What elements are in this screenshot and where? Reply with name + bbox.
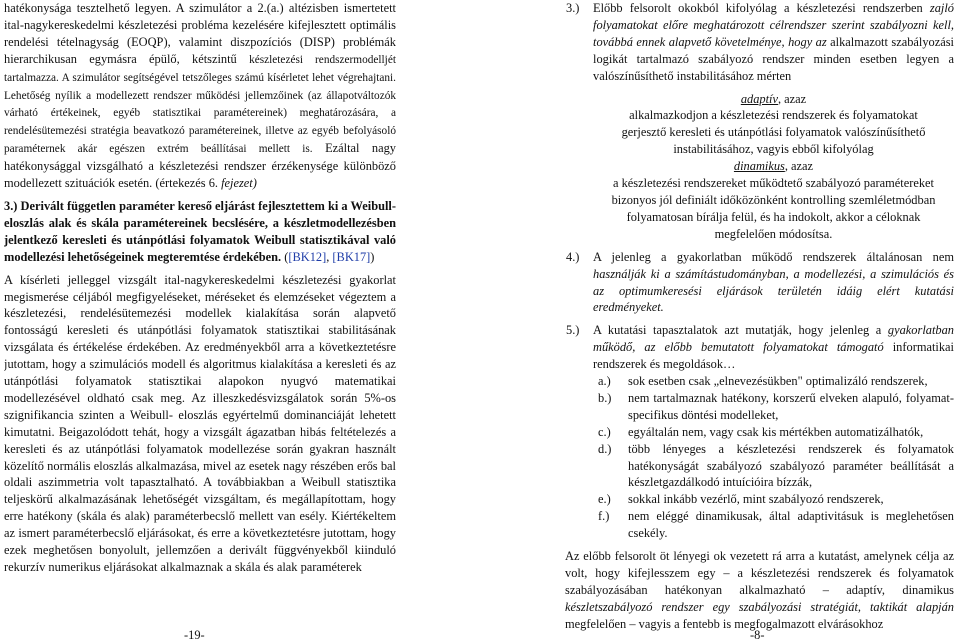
subitem-d-line-1: több lényeges a készletezési rendszerek és folyamatok	[628, 441, 954, 456]
subitem-d-line-2: hatékonyságát szabályozó szabályozó paraméter beállítását	[628, 458, 941, 473]
left-p1-line-10: befolyásoló paraméternek akár egészen extrém beállításai mellett is.	[4, 125, 396, 156]
adaptive-line-2: gerjesztő keresleti és utánpótlási folyamatok valószínűsíthető	[621, 125, 926, 140]
left-page	[4, 0, 396, 643]
left-p1-line-1: hatékonysága tesztelhető legyen. A szimulátor a 2.(a.) altézisben	[4, 1, 339, 15]
left-p1-line-12: érzékenysége különböző modellezett szituációk esetén. (értekezés 6.	[4, 159, 396, 191]
thesis-line-3: készletmodellezésben jelentkező keresleti és utánpótlási	[4, 215, 396, 247]
left-p1-line-2: ismertetett ital-nagykereskedelmi készletezési probléma kezelésére	[4, 1, 396, 32]
item-3-line-2: zajló folyamatokat előre meghatározott célrendszer szerint	[593, 1, 954, 32]
subitem-b-line-1: nem tartalmaznak hatékony, korszerű elveken alapuló,	[628, 390, 902, 405]
subitem-c-line-1: egyáltalán nem, vagy csak kis mértékben automatizálhatók,	[628, 424, 924, 439]
adaptive-term: adaptív	[740, 91, 778, 106]
item-3-line-4: alkalmazott szabályozási logikát tartalmazó szabályozó rendszer	[593, 34, 954, 66]
item-4	[566, 249, 954, 317]
subitem-d-line-3: a készletgazdálkodó intuícióira bízzák,	[628, 458, 954, 490]
left-p1-line-11: Ezáltal nagy hatékonysággal vizsgálható a készletezési rendszer	[4, 141, 396, 174]
item-5	[566, 322, 954, 373]
citation-bk12-link[interactable]: [BK12]	[288, 249, 327, 264]
closing-line-1: Az előbb felsorolt öt lényegi ok vezetett rá arra a kutatást, amelynek célja az	[565, 549, 954, 564]
item-4-line-4: kutatási eredményeket.	[593, 283, 954, 315]
subitem-a-line-1: sok esetben csak „elnevezésükben" optimalizáló	[628, 374, 868, 389]
adaptive-line-1: alkalmazkodjon a készletezési rendszerek és folyamatokat	[629, 108, 918, 123]
right-page-number: -8-	[750, 628, 765, 642]
left-p3-line-11: tehát, hogy a vizsgált ágazatban hibás feltételezés a keresleti és az	[4, 424, 396, 456]
subitem-e	[598, 491, 954, 508]
left-p3-line-12: utánpótlási folyamatok modellezése során gyakran használt közelítő	[4, 441, 396, 473]
dynamic-term: dinamikus	[733, 159, 785, 174]
subitem-f-line-1: nem eléggé dinamikusak, által adaptivitásuk is	[628, 509, 879, 524]
left-p3-line-20: numerikus eljárásokat alkalmaznak a skála és alak paraméterek	[48, 560, 362, 574]
left-p1-line-3: kifejlesztett optimális rendelési tételnagyság (EOQP), valamint	[4, 17, 396, 49]
left-p1-line-13: fejezet)	[221, 176, 257, 191]
subitem-e-label: e.)	[598, 492, 611, 507]
item-4-line-3: szimulációs és az optimumkeresési eljárások területén idáig elért	[593, 266, 954, 298]
right-page	[565, 0, 954, 643]
subitem-b-label: b.)	[598, 390, 612, 405]
item-3-line-1: Előbb felsorolt okokból kifolyólag a készletezési rendszerben	[593, 1, 923, 15]
dynamic-line-4: megfelelően módosítsa.	[714, 226, 833, 241]
left-p3-line-19: bonyolult, jellemzően a derivált függvényekből kiinduló rekurzív	[4, 543, 396, 574]
subitem-d	[598, 441, 954, 492]
subitem-f-label: f.)	[598, 509, 610, 524]
subitem-a-line-2: rendszerek,	[870, 374, 928, 389]
thesis-line-2: Weibull-eloszlás alak és skála paramétereinek becslésére, a	[4, 198, 396, 230]
subitem-b	[598, 390, 954, 424]
dynamic-line-3: folyamatosan bírálja felül, és ha indokolt, akkor a céloknak	[626, 209, 921, 224]
item-3-line-5: minden esetben legyen a valószínűsíthető instabilitásához mérten	[593, 51, 954, 83]
item-4-line-1: A jelenleg a gyakorlatban működő rendszerek általánosan nem	[593, 249, 954, 264]
subitem-c-label: c.)	[598, 424, 611, 439]
item-5-line-2: gyakorlatban működő, az előbb bemutatott folyamatokat támogató	[593, 323, 954, 355]
adaptive-block	[593, 91, 954, 243]
left-p3-line-6: a következtetésre jutottam, hogy a szimulációs modell és algoritmus	[4, 340, 396, 372]
left-paragraph-1	[4, 0, 396, 192]
subitem-a	[598, 373, 954, 390]
dynamic-suffix: , azaz	[784, 159, 814, 174]
left-p3-line-3: végeztem a készletezési, rendelésütemezési modellek kialakítása során	[4, 289, 396, 321]
left-p3-line-13: normális eloszlás alkalmazása, mivel az esetek nagy részében erős bal	[47, 458, 396, 473]
closing-line-5: megfelelően – vagyis a fentebb is megfogalmazott elvárásokhoz	[565, 616, 884, 631]
item-4-line-2: használják ki a számítástudományban, a modellezési, a	[593, 266, 877, 281]
dynamic-line-1: a készletezési rendszereket működtető szabályozó paramétereket	[613, 176, 934, 191]
subitem-e-line-1: sokkal inkább vezérlő, mint szabályozó rendszerek,	[628, 492, 884, 507]
left-p3-line-14: oldali aszimmetria volt tapasztalható. A továbbiakban a Weibull	[4, 475, 341, 490]
left-p1-line-7: modellezett rendszer működési jellemzőinek (az állapotváltozók várható	[4, 89, 396, 120]
left-p3-line-4: alapvető fontosságú keresleti és utánpótlási folyamatok statisztikai	[4, 306, 396, 338]
item-3-label: 3.)	[566, 1, 580, 15]
adaptive-line-3: instabilitásához, vagyis ebből kifolyólag	[673, 142, 874, 157]
left-p3-line-5: stabilitásának vizsgálata és értékelése érdekében. Az eredményekből arra	[4, 323, 396, 355]
right-closing-paragraph	[565, 548, 954, 633]
left-p3-line-16: megállapítottam, hogy erre hatékony (skála és alak) paraméterbecslő	[4, 492, 396, 524]
subitem-b-line-2: folyamat-specifikus döntési modelleket,	[628, 390, 954, 422]
left-p3-line-9: illeszkedésvizsgálatok során 5%-os szignifikancia szinten a Weibull-	[4, 390, 396, 422]
subitem-f	[598, 508, 954, 542]
thesis-line-1: 3.) Derivált független paraméter kereső eljárást fejlesztettem ki a	[4, 198, 348, 213]
left-p1-line-9: rendelésütemezési stratégia beavatkozó paramétereinek, illetve az egyéb	[4, 125, 339, 138]
subitem-f-line-2: meglehetősen csekély.	[628, 509, 954, 541]
thesis-line-4: folyamatok Weibull statisztikával való modellezési	[4, 232, 396, 264]
left-p3-line-15: statisztika teljeskörű alkalmazásának lehetőségét vizsgáltam, és	[4, 475, 396, 507]
item-5-line-3: informatikai rendszerek és megoldások…	[593, 340, 954, 372]
thesis-3-statement: 3.) Derivált független paraméter kereső eljárást fejlesztettem ki a Weibull-eloszlás alak és skála paramétereinek becslésére, a készletmodellezésben jelentkező keresleti és utánpótlási folyamatok Weibull statisztikával való modellezési lehetőségeinek megteremtése érdekében. ([BK12], [BK17])	[4, 198, 396, 264]
citation-bk17-link[interactable]: [BK17]	[332, 249, 371, 264]
left-p3-line-7: kialakítása a keresleti és az utánpótlási folyamatok statisztikai alapokon	[4, 357, 396, 389]
left-p3-line-18: eljárásokat, és erre a következtetésre jutottam, hogy ezek meghetősen	[4, 526, 396, 558]
left-p3-line-1: A kísérleti jelleggel vizsgált ital-nagykereskedelmi készletezési gyakorlat	[4, 272, 396, 287]
left-p3-line-8: nyugvó matematikai modellezésével oldható csak meg. Az	[4, 374, 396, 405]
closing-line-2: volt, hogy kifejlesszem egy – a készletezési rendszerek és folyamatok	[565, 566, 954, 580]
adaptive-suffix: , azaz	[777, 91, 807, 106]
item-4-label: 4.)	[566, 249, 580, 264]
closing-line-3: szabályozásában hatékonyan alkalmazható – adaptív, dinamikus	[565, 582, 954, 597]
thesis-line-5: lehetőségeinek megteremtése érdekében.	[67, 249, 282, 264]
item-5-label: 5.)	[566, 323, 580, 338]
left-p3-line-2: megismerése céljából megfigyeléseket, méréseket és elemzéseket	[4, 289, 335, 304]
left-p1-line-6: tetszőleges számú kísérletet lehet végrehajtani. Lehetőség nyílik a	[4, 71, 396, 102]
left-p3-line-10: eloszlás egyértelmű dominanciáját lehetett kimutatni. Beigazolódott	[4, 407, 396, 439]
subitem-c	[598, 424, 954, 441]
item-3	[566, 0, 954, 85]
dynamic-line-2: bizonyos jól definiált időközönként kontrolling szemléletmódban	[611, 192, 936, 207]
subitem-d-label: d.)	[598, 441, 612, 456]
left-p3-line-17: mellett van esély. Kiértékeltem az ismert paraméterbecslő	[4, 509, 396, 541]
left-paragraph-3	[4, 272, 396, 576]
closing-line-4: készletszabályozó rendszer egy szabályozási stratégiát, taktikát alapján	[565, 599, 954, 614]
left-p1-line-4: diszpozíciós (DISP) problémák hierarchikusan egymásra épülő, kétszintű	[4, 34, 396, 66]
left-page-number: -19-	[184, 628, 205, 642]
subitem-a-label: a.)	[598, 374, 611, 389]
item-3-line-3: szabályozni kell, továbbá ennek alapvető követelménye, hogy az	[593, 17, 954, 49]
item-5-line-1: A kutatási tapasztalatok azt mutatják, hogy jelenleg a	[593, 323, 882, 338]
left-p1-line-5: készletezési rendszermodelljét tartalmazza. A szimulátor segítségével	[4, 53, 396, 84]
left-p1-line-8: értékeinek, egyéb statisztikai paramétereinek) meghatározására, a	[50, 107, 396, 120]
